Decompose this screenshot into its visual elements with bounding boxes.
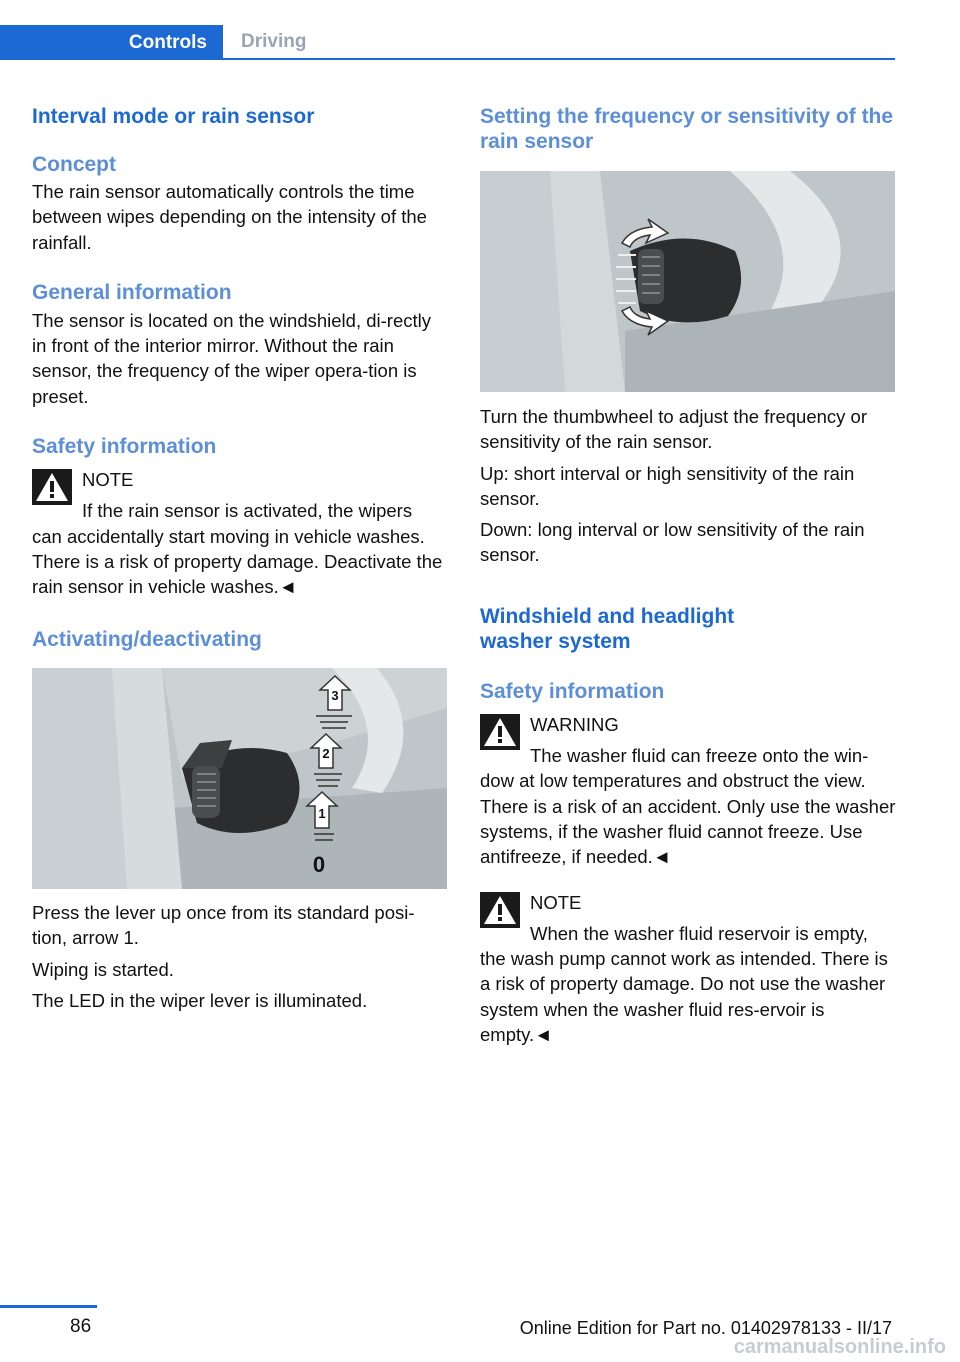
warning-triangle-icon xyxy=(480,714,520,750)
figure-label-2: 2 xyxy=(322,745,330,761)
wiping-text: Wiping is started. xyxy=(32,959,174,981)
note-text-rest: can accidentally start moving in vehicle washes. There is a risk of property damage. Deactivate the rain sensor in vehicle washes.◄ xyxy=(32,525,443,598)
activating-heading: Activating/deactivating xyxy=(32,627,262,651)
note-label-right: NOTE xyxy=(530,891,582,913)
general-heading: General information xyxy=(32,280,232,304)
figure-label-3: 3 xyxy=(331,687,339,703)
led-text: The LED in the wiper lever is illuminated. xyxy=(32,990,368,1012)
thumbwheel-figure xyxy=(480,171,895,392)
figure-label-1: 1 xyxy=(318,805,326,821)
figure-label-0: 0 xyxy=(312,851,326,877)
header-bar xyxy=(0,0,895,62)
safety-heading-right: Safety information xyxy=(480,679,665,703)
concept-heading: Concept xyxy=(32,153,116,176)
wiper-lever-illustration xyxy=(32,668,447,889)
warning-triangle-icon xyxy=(480,892,520,928)
washer-heading: Windshield and headlight washer system xyxy=(480,604,735,653)
freq-heading: Setting the frequency or sensitivity of the rain sensor xyxy=(480,105,894,153)
down-text: Down: long interval or low sensitivity of the rain sensor. xyxy=(480,519,865,566)
watermark: carmanualsonline.info xyxy=(733,1336,946,1358)
warning-text-first: The washer fluid can freeze onto the win‐ xyxy=(530,745,869,767)
note-text-first: If the rain sensor is activated, the wipers xyxy=(82,500,413,522)
note-text-rest-right: the wash pump cannot work as intended. There is a risk of property damage. Do not use the washer system when the washer fluid res‐ervoir is empty.◄ xyxy=(480,948,888,1046)
concept-text: The rain sensor automatically controls the time between wipes depending on the intensity of the rainfall. xyxy=(32,181,427,253)
footer-accent-line xyxy=(0,1305,97,1308)
section-title: Interval mode or rain sensor xyxy=(32,105,315,128)
note-text-first-right: When the washer fluid reservoir is empty, xyxy=(530,922,868,944)
thumbwheel-illustration xyxy=(480,171,895,392)
tab-driving[interactable]: Driving xyxy=(223,25,895,60)
tab-controls[interactable]: Controls xyxy=(0,25,223,60)
note-label: NOTE xyxy=(82,469,134,491)
warning-text-rest: dow at low temperatures and obstruct the view. There is a risk of an accident. Only use the washer systems, if the washer fluid cannot freeze. Use antifreeze, if needed.◄ xyxy=(480,770,896,868)
general-text: The sensor is located on the windshield, di‐rectly in front of the interior mirror. Without the rain sensor, the frequency of the wiper opera‐tion is preset. xyxy=(32,309,431,407)
right-column xyxy=(480,100,896,1047)
wiper-lever-figure xyxy=(32,668,447,889)
note-block-right xyxy=(480,890,896,1048)
note-block xyxy=(32,467,448,599)
turn-text: Turn the thumbwheel to adjust the frequency or sensitivity of the rain sensor. xyxy=(480,406,868,453)
left-column xyxy=(32,100,448,1014)
warning-block xyxy=(480,712,896,870)
edition-text: Online Edition for Part no. 01402978133 - II/17 xyxy=(519,1318,892,1338)
press-text: Press the lever up once from its standard posi‐tion, arrow 1. xyxy=(32,901,415,948)
up-text: Up: short interval or high sensitivity of the rain sensor. xyxy=(480,462,855,509)
warning-label: WARNING xyxy=(530,713,619,735)
page-number: 86 xyxy=(70,1316,92,1337)
safety-heading: Safety information xyxy=(32,435,217,459)
warning-triangle-icon xyxy=(32,469,72,505)
